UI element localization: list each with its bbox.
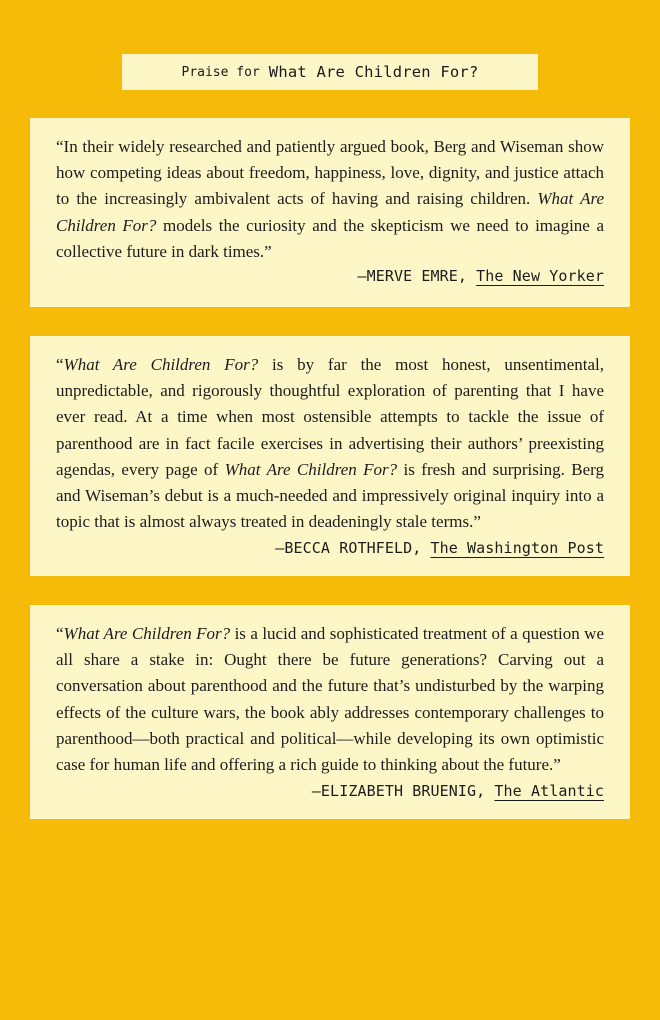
- praise-header-book-title: What Are Children For?: [268, 63, 479, 81]
- blurb-author: —BECCA ROTHFELD,: [275, 539, 422, 558]
- quote-text: is a lucid and sophisticated treatment of a question we all share a stake in: Ought there be future generations? Carving out a conversation about parenthood and the future that’s undisturbed by the warping effects of the culture wars, the book ably addresses contemporary challenges to parenthood—both practical and political—while developing its own optimistic case for human life and offering a rich guide to thinking about the future.”: [56, 624, 604, 775]
- book-title-italic: What Are Children For?: [63, 355, 259, 374]
- blurb-author: —ELIZABETH BRUENIG,: [311, 782, 486, 801]
- quote-text: “In their widely researched and patiently argued book, Berg and Wiseman show how competing ideas about freedom, happiness, love, dignity, and justice attach to the increasingly ambivalent acts of having and raising children.: [56, 137, 604, 209]
- blurb-card: [30, 118, 630, 307]
- praise-header-lead: Praise for: [181, 64, 260, 80]
- blurb-quote: [56, 134, 604, 265]
- quote-text: “: [56, 355, 64, 374]
- blurb-attribution: [275, 535, 604, 561]
- quote-text: is fresh and surprising. Berg and Wiseman’s debut is a much-needed and impressively original inquiry into a topic that is almost always treated in deadeningly stale terms.”: [56, 459, 605, 532]
- blurb-card: [30, 336, 630, 576]
- blurb-quote: [56, 621, 604, 801]
- blurb-publication: The Washington Post: [430, 539, 604, 558]
- blurb-attribution: [312, 778, 604, 804]
- quote-text: “: [56, 624, 64, 643]
- quote-text: is by far the most honest, unsentimental, unpredictable, and rigorously thoughtful exploration of parenting that I have ever read. At a time when most ostensible attempts to tackle the issue of parenthood are in fact facile exercises in advertising their authors’ preexisting agendas, every page of: [56, 355, 604, 479]
- blurb-quote: [56, 352, 605, 558]
- book-title-italic: What Are Children For?: [224, 459, 398, 479]
- blurb-card: [30, 605, 630, 819]
- blurb-publication: The New Yorker: [476, 267, 604, 286]
- book-title-italic: What Are Children For?: [63, 624, 231, 643]
- blurb-publication: The Atlantic: [494, 782, 604, 801]
- blurb-author: —MERVE EMRE,: [357, 267, 468, 286]
- blurb-attribution: [56, 267, 604, 285]
- praise-header: [122, 54, 538, 90]
- quote-text: models the curiosity and the skepticism we need to imagine a collective future in dark times.”: [56, 215, 604, 261]
- book-title-italic: What Are Children For?: [56, 189, 604, 235]
